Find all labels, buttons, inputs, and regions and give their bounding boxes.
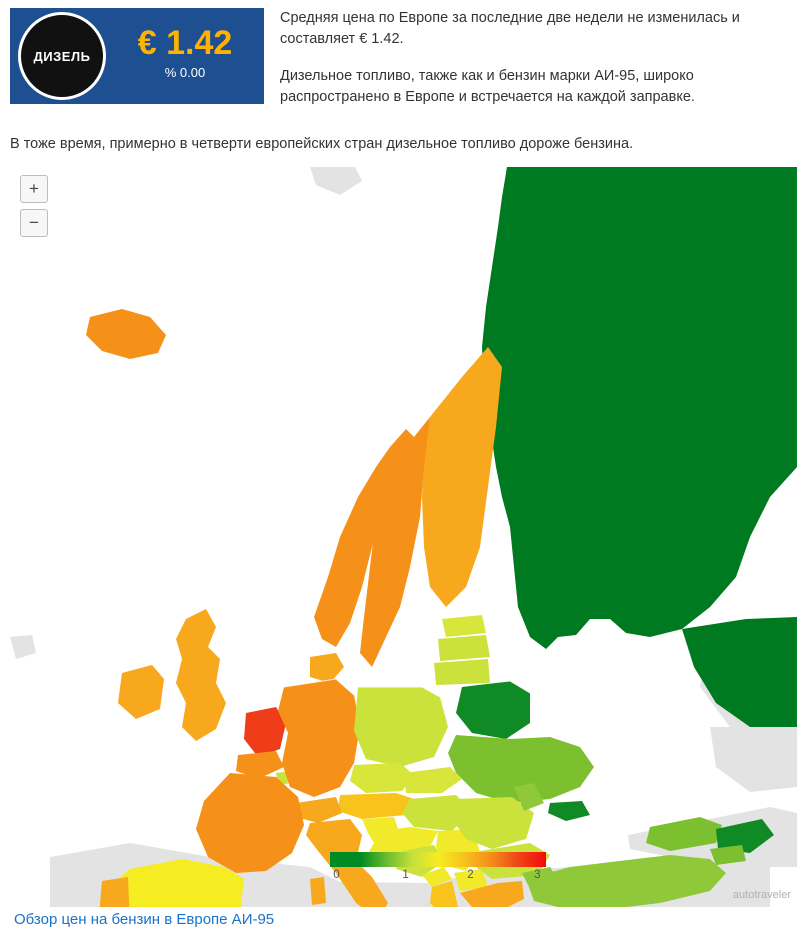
intro-paragraph-3: В тоже время, примерно в четверти европейских стран дизельное топливо дороже бензина. xyxy=(10,136,634,152)
legend-color-bar xyxy=(330,852,546,867)
legend-tick-2: 2 xyxy=(467,869,474,881)
map-zoom-controls[interactable] xyxy=(20,175,48,243)
europe-fuel-price-map[interactable] xyxy=(10,167,797,907)
zoom-in-button[interactable]: + xyxy=(20,175,48,203)
map-attribution: autotraveler xyxy=(732,889,791,901)
page-header xyxy=(0,0,807,124)
legend-tick-0: 0 xyxy=(333,869,340,881)
diesel-badge-icon xyxy=(18,12,106,100)
average-price-value: € 1.42 xyxy=(137,24,233,62)
legend-tick-1: 1 xyxy=(402,869,409,881)
map-canvas xyxy=(10,167,797,907)
legend-tick-3: 3 xyxy=(534,869,541,881)
map-region-portugal[interactable] xyxy=(98,877,130,907)
diesel-badge-label: ДИЗЕЛЬ xyxy=(33,48,91,64)
map-region-poland[interactable] xyxy=(354,687,448,767)
legend-tick-row xyxy=(330,869,546,885)
intro-text-column xyxy=(264,8,797,124)
intro-paragraph-1: Средняя цена по Европе за последние две недели не изменилась и составляет € 1.42. xyxy=(280,10,740,47)
zoom-out-button[interactable]: − xyxy=(20,209,48,237)
price-block xyxy=(106,24,264,88)
intro-paragraph-2: Дизельное топливо, также как и бензин марки АИ-95, широко распространено в Европе и встречается на каждой заправке. xyxy=(280,68,695,105)
petrol-overview-link[interactable]: Обзор цен на бензин в Европе АИ-95 xyxy=(14,911,275,928)
map-region-lithuania[interactable] xyxy=(434,659,490,685)
map-legend xyxy=(330,852,546,885)
price-change-value: % 0.00 xyxy=(164,65,206,80)
fuel-price-panel xyxy=(10,8,264,104)
map-region-latvia[interactable] xyxy=(438,635,490,661)
map-region-sardinia[interactable] xyxy=(310,877,326,905)
